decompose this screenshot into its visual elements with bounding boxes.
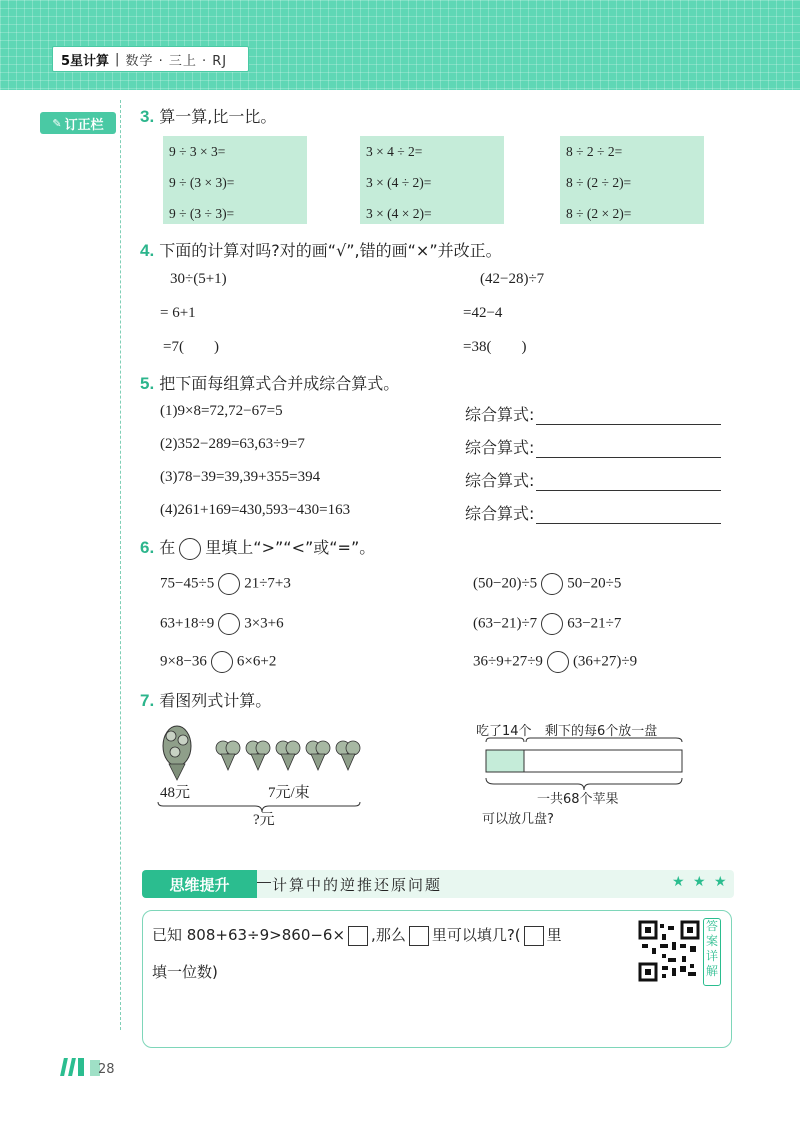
expression: 3 × 4 ÷ 2= [366, 144, 423, 159]
correction-label: 订正栏 [64, 117, 104, 133]
apple-bar-diagram [480, 736, 690, 796]
eaten-label: 吃了14个 [476, 724, 532, 739]
pencil-icon: ✎ [52, 116, 62, 130]
thinking-problem-line1 [152, 924, 562, 946]
footer-deco-bar [78, 1058, 84, 1076]
footer-deco-bar [60, 1058, 68, 1076]
combined-answer-row [465, 402, 721, 425]
small-bouquet-icon [246, 741, 270, 770]
thinking-badge: 思维提升 [142, 870, 257, 898]
thinking-problem-line2: 填一位数) [152, 963, 218, 981]
expr-left: 63+18÷9 [160, 615, 215, 632]
expr-right: 6×6+2 [236, 653, 277, 670]
combined-answer-row [465, 468, 721, 491]
total-apples-label: 一共68个苹果 [537, 792, 619, 807]
combined-label: 综合算式: [465, 504, 535, 523]
combined-answer-row [465, 501, 721, 524]
footer-deco-bar [68, 1058, 76, 1076]
answer-line[interactable] [536, 505, 721, 524]
question-text: 里填上“>”“<”或“=”。 [205, 538, 376, 557]
expr-left: (50−20)÷5 [473, 575, 538, 592]
calc-line: (42−28)÷7 [480, 271, 545, 287]
question-number: 6. [140, 538, 155, 557]
q5-item: (1)9×8=72,72−67=5 [160, 403, 283, 419]
question-text: 下面的计算对吗?对的画“√”,错的画“×”并改正。 [159, 241, 502, 260]
plates-question: 可以放几盘? [482, 812, 554, 827]
big-bouquet-icon [163, 726, 191, 780]
expr-right: 50−20÷5 [567, 575, 622, 592]
bouquet-price: 48元 [160, 785, 191, 801]
expr-left: 36÷9+27÷9 [473, 653, 543, 670]
problem-text: 里可以填几?( [431, 926, 521, 944]
page-header [0, 0, 800, 90]
problem-text: 里 [546, 926, 562, 944]
question-6-title [140, 535, 375, 560]
expr-right: (36+27)÷9 [572, 653, 638, 670]
q5-item: (3)78−39=39,39+355=394 [160, 469, 321, 485]
problem-text: ,那么 [371, 926, 406, 944]
question-text: 把下面每组算式合并成综合算式。 [159, 374, 400, 393]
answer-blank[interactable]: =7( ) [163, 339, 219, 355]
question-number: 4. [140, 241, 155, 260]
title-connector [257, 882, 271, 883]
question-number: 5. [140, 374, 155, 393]
compare-item [160, 613, 284, 635]
compare-item [160, 651, 276, 673]
expr-left: 75−45÷5 [160, 575, 215, 592]
compare-circle[interactable] [541, 573, 563, 595]
expr-right: 63−21÷7 [567, 615, 622, 632]
compare-circle[interactable] [211, 651, 233, 673]
brand-label: 5星计算 [61, 53, 110, 69]
combined-label: 综合算式: [465, 405, 535, 424]
margin-divider [120, 100, 121, 1030]
expression: 9 ÷ (3 × 3)= [169, 175, 235, 190]
compare-circle[interactable] [547, 651, 569, 673]
expression: 8 ÷ 2 ÷ 2= [566, 144, 623, 159]
calc-line: = 6+1 [160, 305, 196, 321]
expr-right: 3×3+6 [244, 615, 284, 632]
question-7-title [140, 688, 271, 711]
expr-right: 21÷7+3 [244, 575, 291, 592]
combined-label: 综合算式: [465, 438, 535, 457]
small-bouquet-icon [276, 741, 300, 770]
fill-box[interactable] [348, 926, 368, 946]
expression: 3 × (4 × 2)= [366, 206, 432, 221]
calc-line: =42−4 [463, 305, 503, 321]
fill-box[interactable] [524, 926, 544, 946]
compare-item [160, 573, 291, 595]
fill-box[interactable] [409, 926, 429, 946]
difficulty-stars-icon: ★ ★ ★ [672, 874, 729, 890]
question-4-title [140, 238, 502, 261]
question-number: 7. [140, 691, 155, 710]
compare-circle-icon [179, 538, 201, 560]
small-bouquet-icon [336, 741, 360, 770]
expr-left: (63−21)÷7 [473, 615, 538, 632]
total-price-question: ?元 [253, 812, 275, 828]
expr-left: 9×8−36 [160, 653, 207, 670]
answer-line[interactable] [536, 439, 721, 458]
expression: 9 ÷ 3 × 3= [169, 144, 226, 159]
combined-label: 综合算式: [465, 471, 535, 490]
correction-badge [40, 112, 116, 134]
header-tab [52, 46, 249, 72]
page-number: 28 [98, 1062, 115, 1077]
q3-group-1 [163, 136, 307, 224]
question-number: 3. [140, 107, 155, 126]
q3-group-2 [360, 136, 504, 224]
qr-code-icon[interactable] [638, 920, 700, 982]
expression: 3 × (4 ÷ 2)= [366, 175, 432, 190]
question-5-title [140, 371, 399, 394]
question-text: 在 [159, 538, 176, 557]
compare-item [473, 573, 621, 595]
combined-answer-row [465, 435, 721, 458]
compare-item [473, 613, 621, 635]
compare-circle[interactable] [218, 573, 240, 595]
thinking-title: 计算中的逆推还原问题 [272, 876, 443, 894]
compare-item [473, 651, 637, 673]
header-separator: | [115, 51, 120, 67]
remaining-label: 剩下的每6个放一盘 [545, 724, 658, 739]
calc-line: 30÷(5+1) [170, 271, 227, 287]
small-bouquet-icon [306, 741, 330, 770]
small-bouquet-icon [216, 741, 240, 770]
unit-price: 7元/束 [268, 785, 310, 801]
q3-group-3 [560, 136, 704, 224]
question-3-title [140, 104, 276, 127]
question-text: 看图列式计算。 [159, 691, 272, 710]
book-subtitle: 数学 · 三上 · RJ [125, 53, 228, 69]
q5-item: (4)261+169=430,593−430=163 [160, 502, 351, 518]
problem-text: 已知 808+63÷9>860−6× [152, 926, 346, 944]
compare-circle[interactable] [218, 613, 240, 635]
answer-line[interactable] [536, 472, 721, 491]
answer-line[interactable] [536, 406, 721, 425]
question-text: 算一算,比一比。 [159, 107, 277, 126]
expression: 8 ÷ (2 ÷ 2)= [566, 175, 632, 190]
compare-circle[interactable] [541, 613, 563, 635]
q5-item: (2)352−289=63,63÷9=7 [160, 436, 305, 452]
answer-blank[interactable]: =38( ) [463, 339, 527, 355]
expression: 9 ÷ (3 ÷ 3)= [169, 206, 235, 221]
expression: 8 ÷ (2 × 2)= [566, 206, 632, 221]
answer-detail-label: 答案详解 [703, 918, 721, 986]
